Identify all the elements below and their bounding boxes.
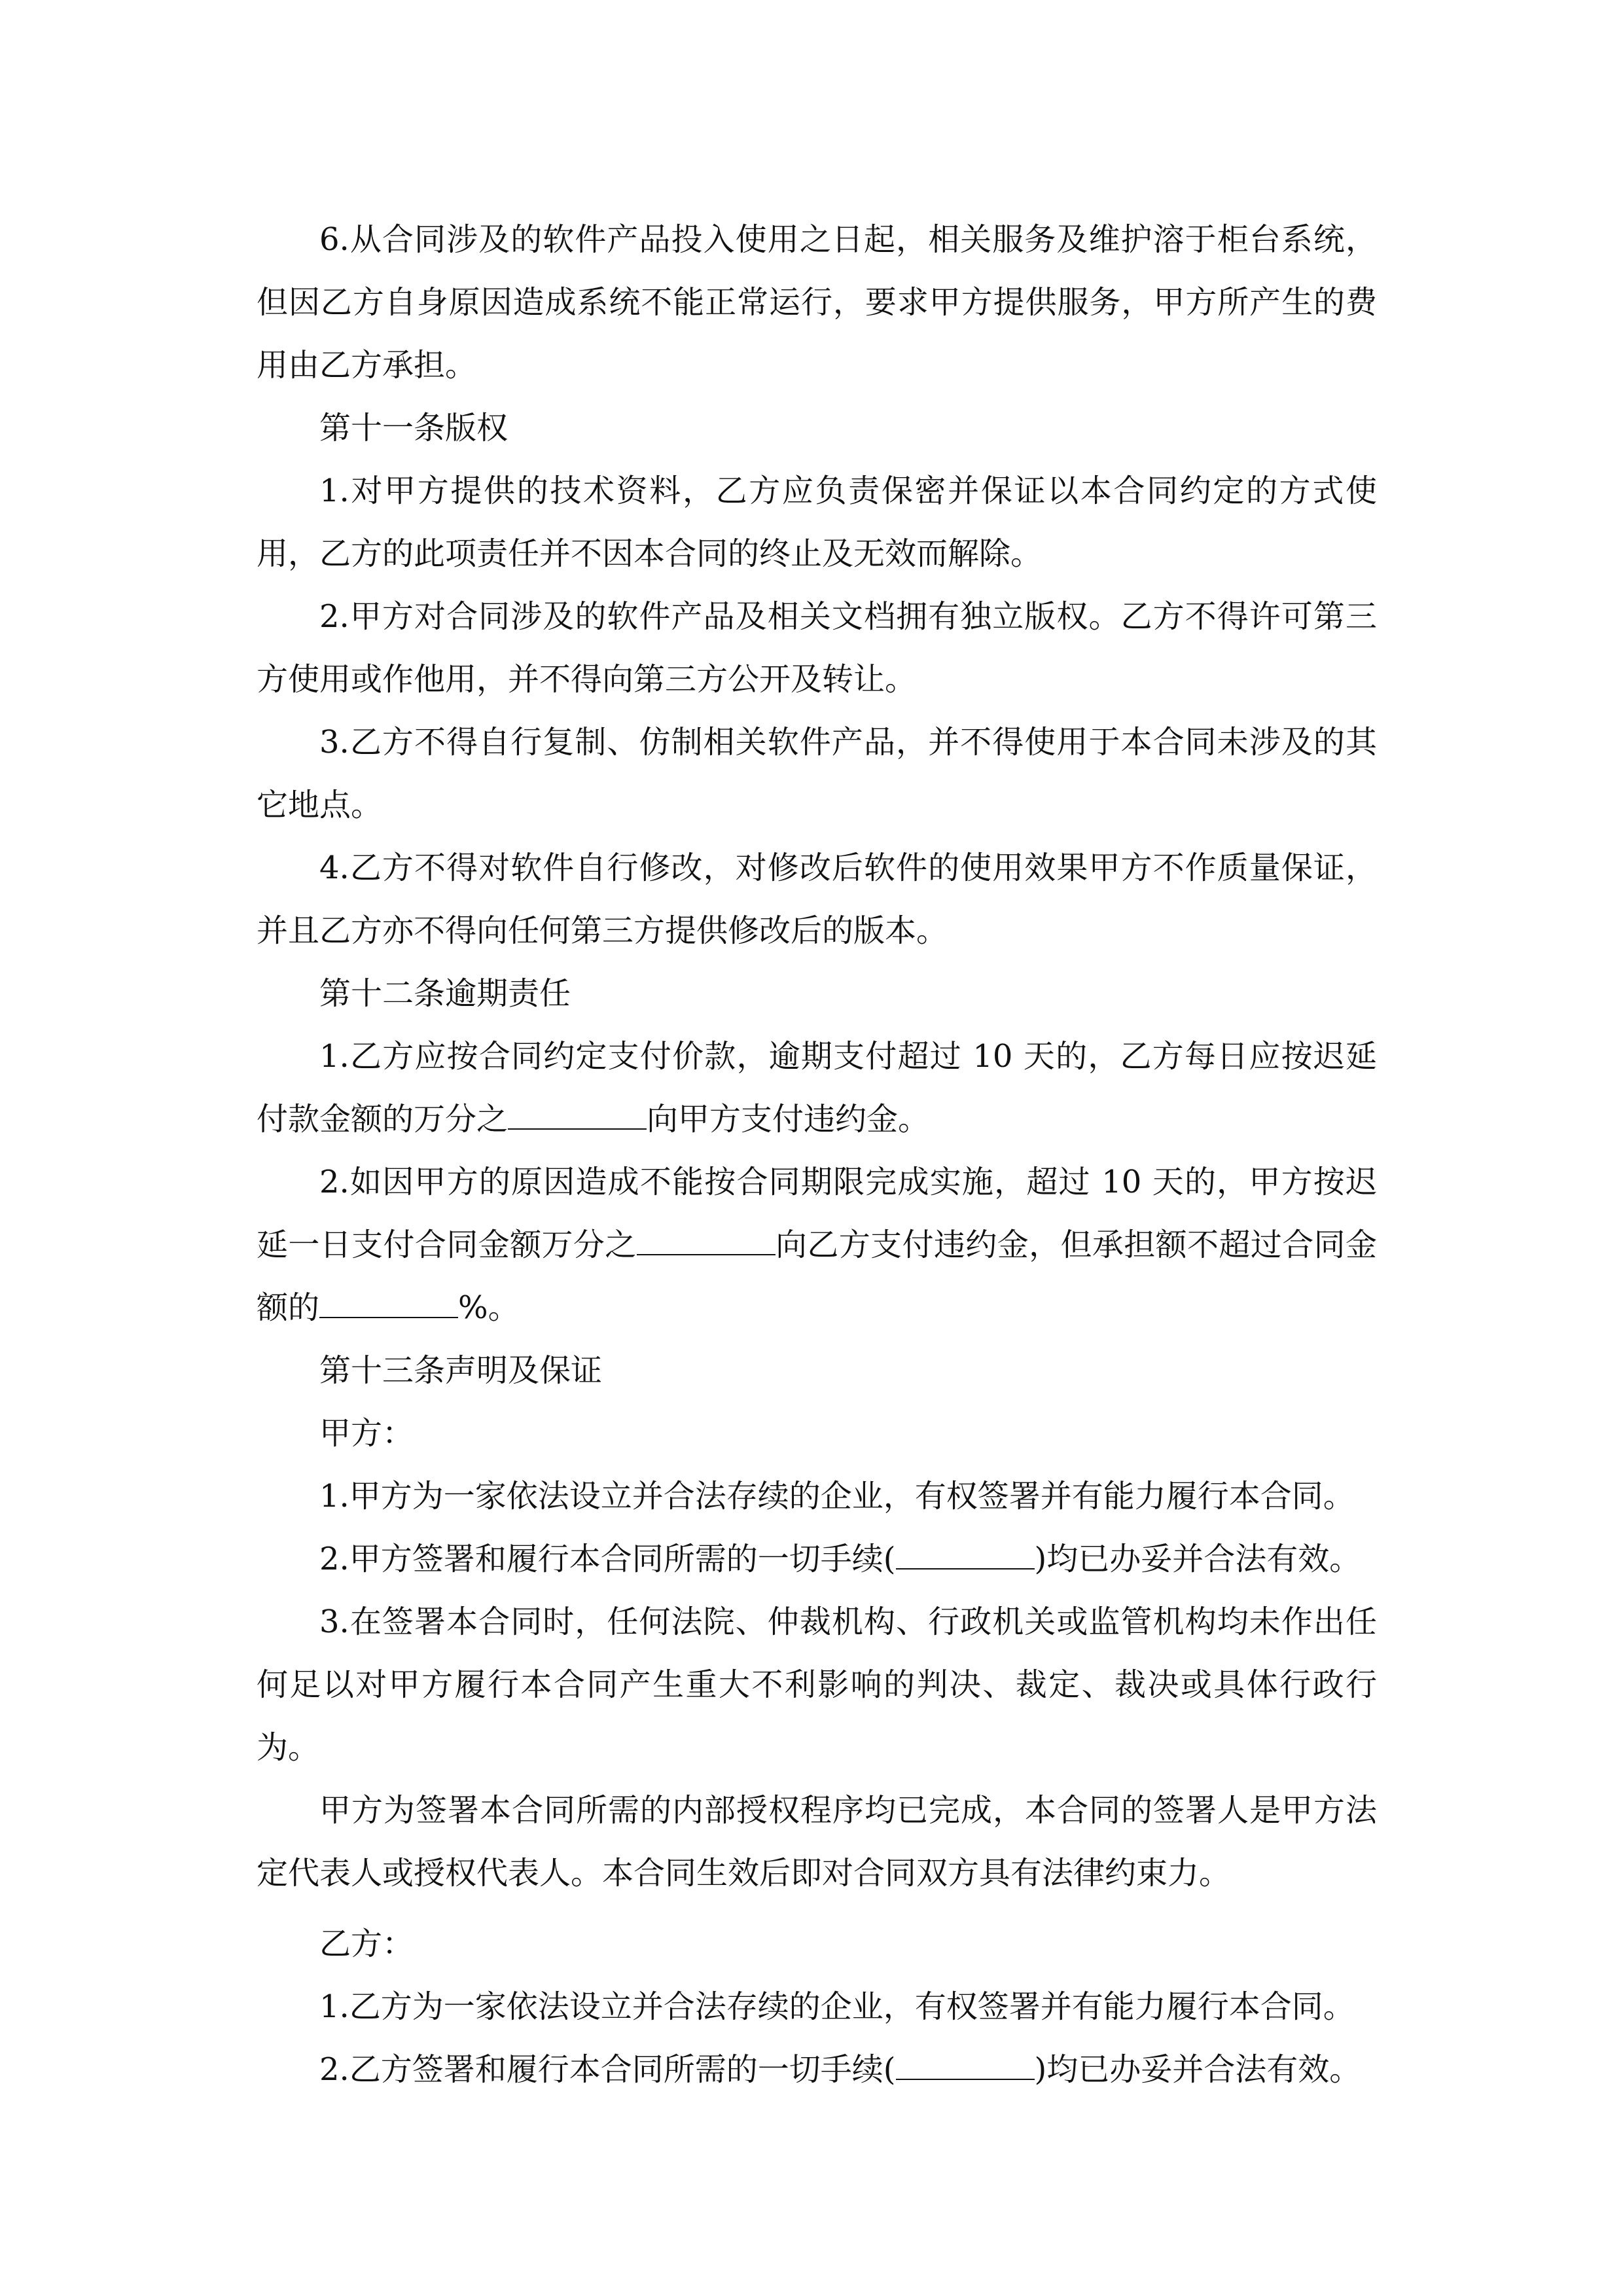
heading-article-11	[257, 397, 1377, 459]
paragraph-text: 向乙方支付违约金，但承担额不超过合同金额的	[257, 1227, 1377, 1326]
paragraph-text: )均已办妥并合法有效。	[1034, 2051, 1361, 2088]
paragraph-text: 3.在签署本合同时，任何法院、仲裁机构、行政机关或监管机构均未作出任何足以对甲方履行本合同产生重大不利影响的判决、裁定、裁决或具体行政行为。	[257, 1604, 1377, 1766]
paragraph-party-a-item1	[257, 1465, 1377, 1528]
paragraph-party-a-item2	[257, 1528, 1377, 1590]
paragraph-text: 向甲方支付违约金。	[647, 1101, 930, 1138]
paragraph-text: 甲方为签署本合同所需的内部授权程序均已完成，本合同的签署人是甲方法定代表人或授权代表人。本合同生效后即对合同双方具有法律约束力。	[257, 1792, 1377, 1892]
fill-in-blank	[508, 1102, 647, 1130]
paragraph-clause10-item6	[257, 208, 1377, 397]
fill-in-blank	[637, 1228, 776, 1255]
heading-article-13	[257, 1339, 1377, 1402]
paragraph-text: 1.对甲方提供的技术资料，乙方应负责保密并保证以本合同约定的方式使用，乙方的此项责任并不因本合同的终止及无效而解除。	[257, 473, 1377, 572]
paragraph-text: 2.乙方签署和履行本合同所需的一切手续(	[319, 2051, 896, 2088]
paragraph-text: 乙方：	[319, 1926, 414, 1962]
party-a-label	[257, 1402, 1377, 1465]
fill-in-blank	[896, 1542, 1035, 1570]
paragraph-text: 2.甲方对合同涉及的软件产品及相关文档拥有独立版权。乙方不得许可第三方使用或作他用，并不得向第三方公开及转让。	[257, 598, 1377, 698]
paragraph-text: )均已办妥并合法有效。	[1034, 1541, 1361, 1577]
paragraph-article11-item4	[257, 836, 1377, 962]
paragraph-text: 3.乙方不得自行复制、仿制相关软件产品，并不得使用于本合同未涉及的其它地点。	[257, 724, 1377, 823]
paragraph-article12-item2	[257, 1151, 1377, 1339]
heading-text: 第十三条声明及保证	[319, 1352, 603, 1389]
paragraph-text: 1.甲方为一家依法设立并合法存续的企业，有权签署并有能力履行本合同。	[319, 1478, 1355, 1515]
paragraph-text: 6.从合同涉及的软件产品投入使用之日起，相关服务及维护溶于柜台系统，但因乙方自身原因造成系统不能正常运行，要求甲方提供服务，甲方所产生的费用由乙方承担。	[257, 221, 1377, 384]
paragraph-party-b-item2	[257, 2038, 1377, 2101]
paragraph-article12-item1	[257, 1025, 1377, 1151]
party-b-label	[257, 1912, 1377, 1975]
paragraph-party-a-item3	[257, 1590, 1377, 1779]
paragraph-party-a-authorization	[257, 1779, 1377, 1905]
paragraph-text: 1.乙方为一家依法设立并合法存续的企业，有权签署并有能力履行本合同。	[319, 1988, 1355, 2025]
fill-in-blank	[319, 1291, 458, 1318]
document-page	[257, 208, 1377, 2101]
heading-article-12	[257, 962, 1377, 1025]
paragraph-article11-item1	[257, 459, 1377, 585]
paragraph-party-b-item1	[257, 1975, 1377, 2038]
paragraph-text: 2.如因甲方的原因造成不能按合同期限完成实施，超过 10 天的，甲方按迟延一日支付合同金额万分之	[257, 1164, 1377, 1263]
paragraph-text: 1.乙方应按合同约定支付价款，逾期支付超过 10 天的，乙方每日应按迟延付款金额的万分之	[257, 1038, 1377, 1138]
heading-text: 第十二条逾期责任	[319, 975, 571, 1012]
paragraph-text: 4.乙方不得对软件自行修改，对修改后软件的使用效果甲方不作质量保证，并且乙方亦不得向任何第三方提供修改后的版本。	[257, 850, 1377, 949]
paragraph-article11-item2	[257, 585, 1377, 711]
paragraph-article11-item3	[257, 711, 1377, 836]
fill-in-blank	[896, 2053, 1035, 2080]
paragraph-text: 甲方：	[319, 1415, 414, 1452]
paragraph-text: %。	[458, 1289, 520, 1326]
heading-text: 第十一条版权	[319, 410, 508, 446]
paragraph-text: 2.甲方签署和履行本合同所需的一切手续(	[319, 1541, 896, 1577]
